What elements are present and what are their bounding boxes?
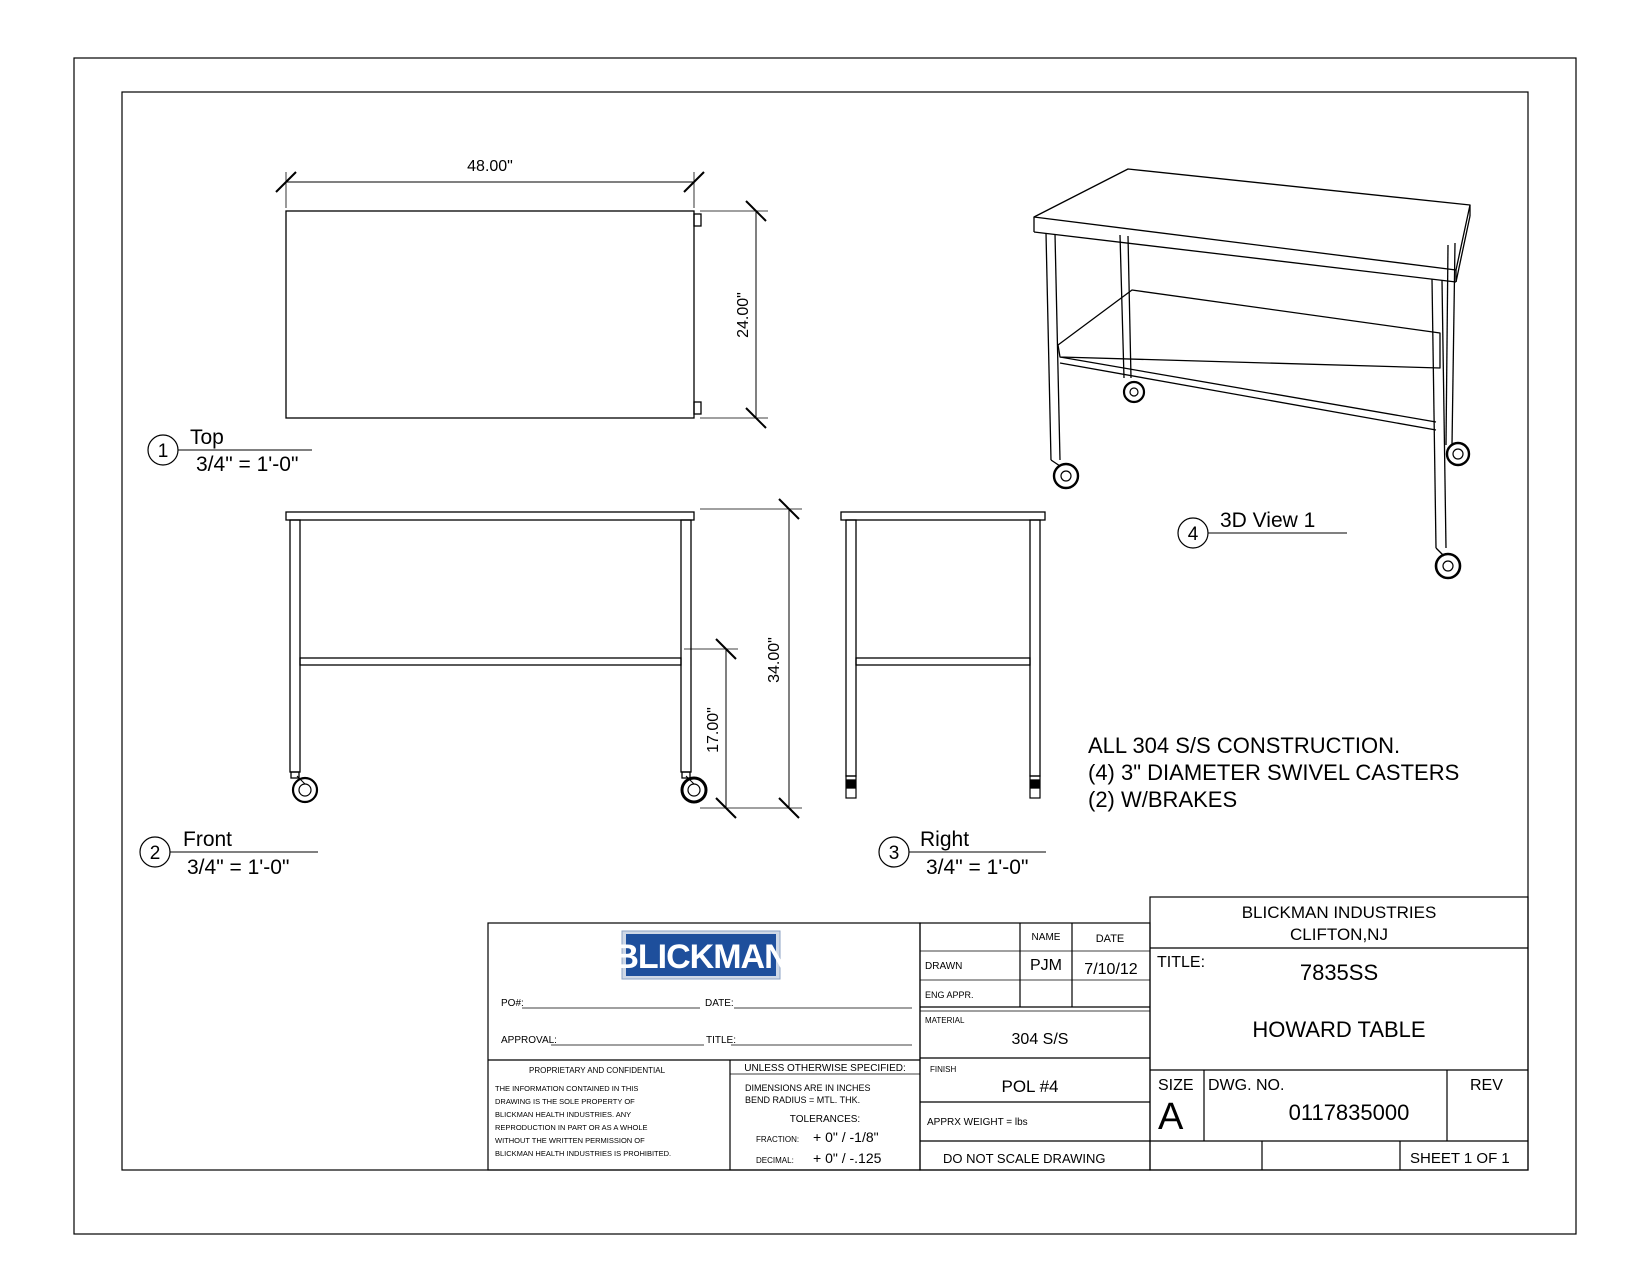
fraction-value: + 0" / -1/8" <box>813 1129 879 1145</box>
product-name: HOWARD TABLE <box>1252 1017 1426 1042</box>
top-view <box>276 172 768 428</box>
drawn-label: DRAWN <box>925 961 963 972</box>
tolerances-label: TOLERANCES: <box>789 1114 861 1125</box>
front-view-title: Front <box>183 828 233 851</box>
top-depth-dim: 24.00" <box>735 292 752 338</box>
company-name: BLICKMAN INDUSTRIES <box>1241 903 1437 922</box>
iso-view-number: 4 <box>1187 524 1199 545</box>
note-construction: ALL 304 S/S CONSTRUCTION. <box>1088 733 1401 758</box>
proprietary-line: BLICKMAN HEALTH INDUSTRIES. ANY <box>495 1110 632 1119</box>
top-view-number: 1 <box>157 441 169 462</box>
drawn-name: PJM <box>1030 957 1062 974</box>
drawn-date: 7/10/12 <box>1084 961 1138 978</box>
company-location: CLIFTON,NJ <box>1290 925 1388 944</box>
approval-label: APPROVAL: <box>501 1035 557 1046</box>
proprietary-line: REPRODUCTION IN PART OR AS A WHOLE <box>495 1123 648 1132</box>
eng-appr-label: ENG APPR. <box>925 990 974 1000</box>
title-label: TITLE: <box>1157 954 1206 971</box>
outer-border <box>74 58 1576 1234</box>
dimensions-note: DIMENSIONS ARE IN INCHES <box>745 1083 871 1093</box>
name-header: NAME <box>1031 932 1061 943</box>
top-view-title: Top <box>190 426 224 449</box>
date-label: DATE: <box>705 998 734 1009</box>
model-number: 7835SS <box>1299 960 1379 985</box>
right-view-title: Right <box>920 828 970 851</box>
fraction-label: FRACTION: <box>756 1135 800 1144</box>
front-height-dim: 34.00" <box>766 637 783 683</box>
decimal-value: + 0" / -.125 <box>813 1150 882 1166</box>
right-view <box>841 512 1045 798</box>
finish-value: POL #4 <box>1001 1077 1059 1096</box>
right-view-number: 3 <box>888 843 900 864</box>
front-shelf-dim: 17.00" <box>705 707 722 753</box>
proprietary-line: BLICKMAN HEALTH INDUSTRIES IS PROHIBITED. <box>495 1149 672 1158</box>
proprietary-line: DRAWING IS THE SOLE PROPERTY OF <box>495 1097 635 1106</box>
rev-label: REV <box>1470 1077 1503 1094</box>
proprietary-line: WITHOUT THE WRITTEN PERMISSION OF <box>495 1136 645 1145</box>
title-small-label: TITLE: <box>706 1035 737 1046</box>
material-label: MATERIAL <box>925 1016 965 1025</box>
front-view <box>286 499 802 818</box>
front-view-number: 2 <box>149 843 161 864</box>
po-label: PO#: <box>501 998 524 1009</box>
dwg-no-value: 0117835000 <box>1288 1100 1410 1125</box>
iso-view-title: 3D View 1 <box>1220 509 1316 532</box>
sheet-number: SHEET 1 OF 1 <box>1410 1150 1510 1167</box>
note-casters: (4) 3" DIAMETER SWIVEL CASTERS <box>1088 760 1460 785</box>
weight-label: APPRX WEIGHT = lbs <box>927 1117 1028 1128</box>
proprietary-heading: PROPRIETARY AND CONFIDENTIAL <box>528 1066 666 1075</box>
do-not-scale: DO NOT SCALE DRAWING <box>943 1151 1106 1166</box>
dwg-no-label: DWG. NO. <box>1208 1077 1285 1094</box>
decimal-label: DECIMAL: <box>756 1156 794 1165</box>
proprietary-line: THE INFORMATION CONTAINED IN THIS <box>495 1084 639 1093</box>
size-value: A <box>1158 1096 1184 1138</box>
material-value: 304 S/S <box>1011 1031 1069 1048</box>
note-brakes: (2) W/BRAKES <box>1088 787 1238 812</box>
logo-text: BLICKMAN <box>614 938 788 976</box>
bend-radius-note: BEND RADIUS = MTL. THK. <box>745 1095 861 1105</box>
finish-label: FINISH <box>930 1065 957 1074</box>
top-view-scale: 3/4" = 1'-0" <box>196 453 299 476</box>
date-header: DATE <box>1095 933 1125 945</box>
right-view-scale: 3/4" = 1'-0" <box>926 856 1029 879</box>
top-width-dim: 48.00" <box>467 158 513 175</box>
front-view-scale: 3/4" = 1'-0" <box>187 856 290 879</box>
unless-specified: UNLESS OTHERWISE SPECIFIED: <box>744 1063 906 1074</box>
size-label: SIZE <box>1158 1077 1194 1094</box>
